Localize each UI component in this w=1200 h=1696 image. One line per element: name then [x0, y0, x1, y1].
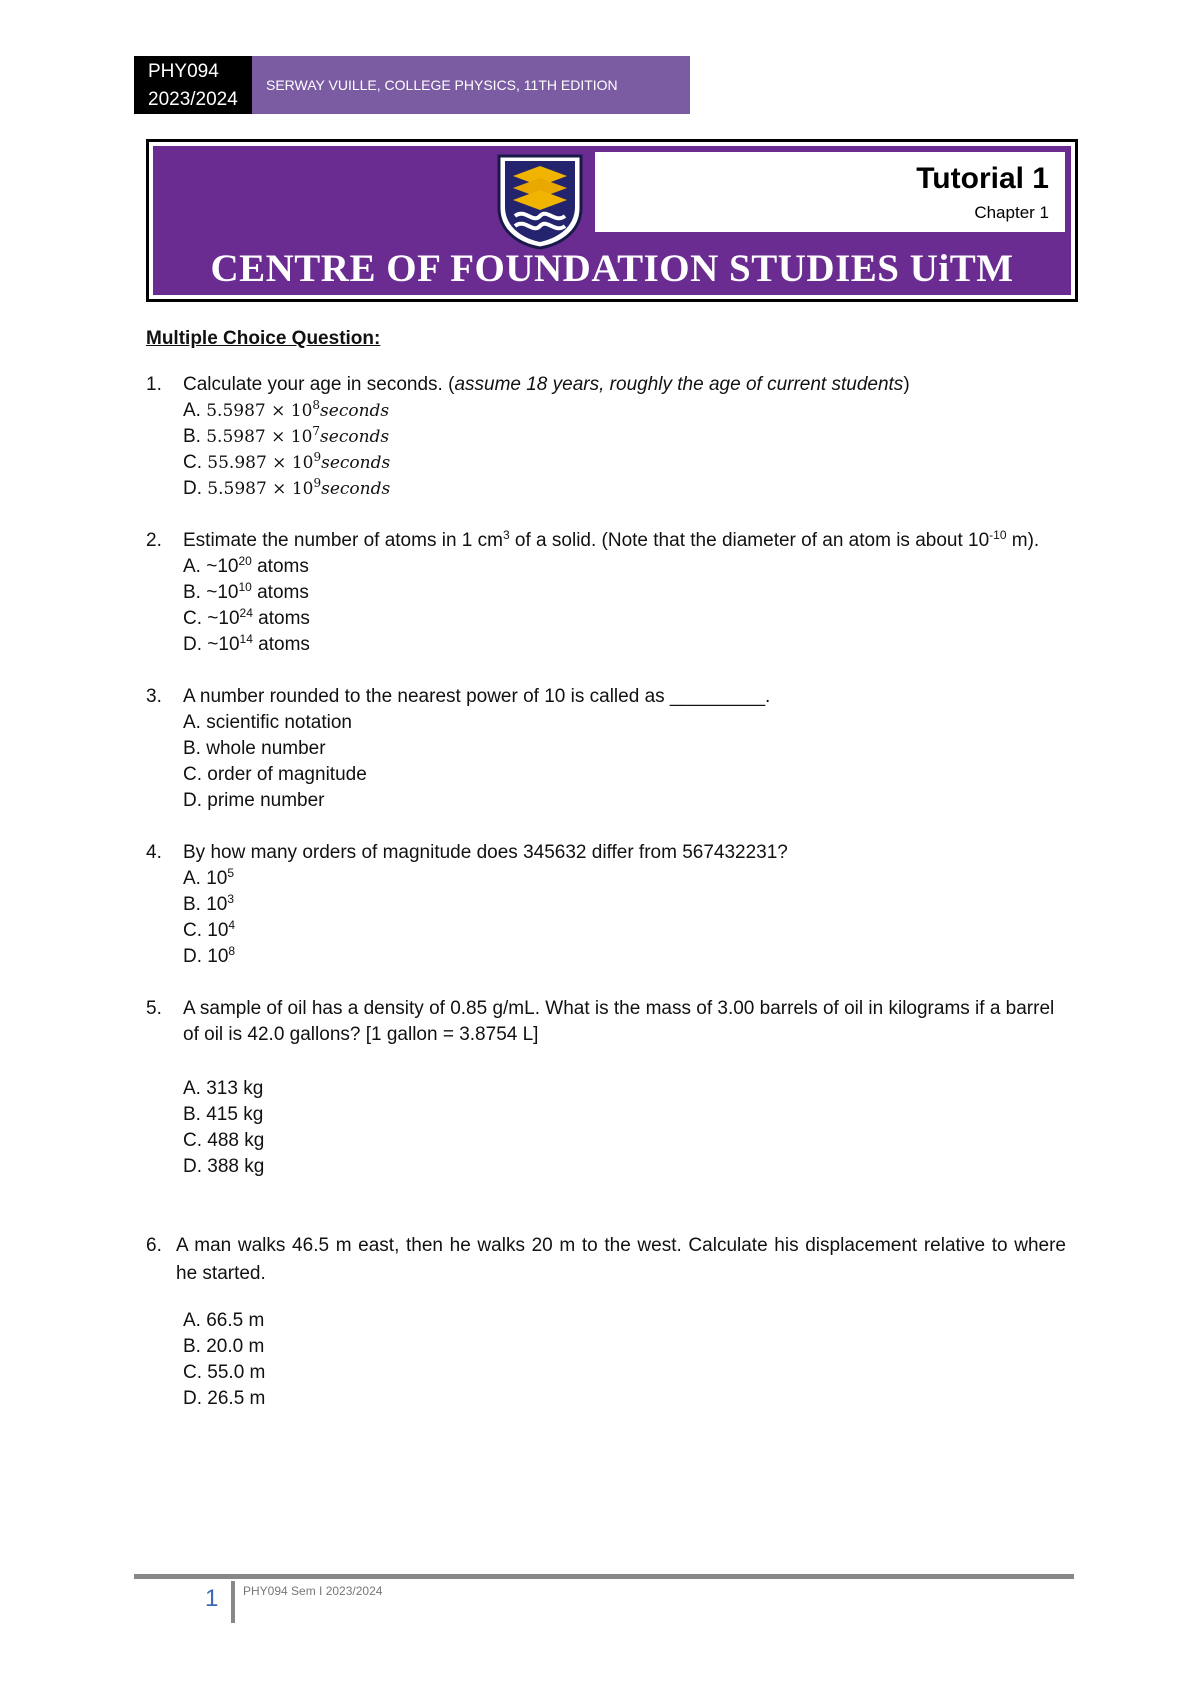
footer-divider [231, 1581, 235, 1623]
question-number: 2. [146, 530, 162, 551]
options-list [183, 1308, 1066, 1412]
question-2 [146, 528, 1066, 658]
options-list [183, 866, 1066, 970]
question-number: 3. [146, 686, 162, 707]
uitm-crest-icon [493, 150, 587, 250]
question-1 [146, 372, 1066, 502]
question-text: Estimate the number of atoms in 1 $cm^3$ of a solid. (Note that the diameter of an atom is about $10^{-10}$ m). [183, 528, 1040, 551]
option-c: C. 488 kg [183, 1130, 265, 1151]
question-4 [146, 840, 1066, 970]
option-a: A. $\sim 10^{20}$ atoms [183, 554, 309, 577]
title-box [595, 152, 1065, 232]
option-c: C. order of magnitude [183, 764, 367, 785]
question-number: 6. [146, 1235, 162, 1256]
question-text: A man walks 46.5 m east, then he walks 20 m to the west. Calculate his displacement relative to where he started. [176, 1235, 1066, 1284]
footer-text: PHY094 Sem I 2023/2024 [243, 1584, 383, 1598]
tutorial-content [146, 326, 1066, 1438]
option-a: A. $10^5$ [183, 866, 235, 889]
question-number: 5. [146, 998, 162, 1019]
question-text: Calculate your age in seconds. (assume 18 years, roughly the age of current students) [183, 374, 910, 395]
page-number: 1 [205, 1585, 219, 1612]
option-d: D. $5.5987 \times 10^9seconds$ [183, 476, 391, 499]
book-reference-box [252, 56, 690, 114]
option-a: A. 313 kg [183, 1078, 264, 1099]
option-a: A. 66.5 m [183, 1310, 265, 1331]
chapter-label: Chapter 1 [974, 203, 1049, 222]
centre-name: CENTRE OF FOUNDATION STUDIES UiTM [210, 247, 1014, 290]
footer-rule [134, 1574, 1074, 1579]
option-b: B. $5.5987 \times 10^7seconds$ [183, 424, 390, 447]
tutorial-title: Tutorial 1 [916, 162, 1049, 195]
option-c: C. 55.0 m [183, 1362, 266, 1383]
option-a: A. $5.5987 \times 10^8seconds$ [183, 398, 390, 421]
question-5 [146, 996, 1066, 1180]
question-number: 4. [146, 842, 162, 863]
question-text: By how many orders of magnitude does 345632 differ from 567432231? [183, 842, 788, 863]
question-6 [146, 1232, 1066, 1412]
options-list [183, 398, 1066, 502]
option-d: D. $\sim 10^{14}$ atoms [183, 632, 310, 655]
book-reference: SERWAY VUILLE, COLLEGE PHYSICS, 11TH EDITION [266, 77, 618, 93]
tutorial-banner [146, 139, 1078, 302]
options-list [183, 1076, 1066, 1180]
course-code: PHY094 [148, 61, 219, 82]
section-heading: Multiple Choice Question: [146, 328, 381, 349]
options-list [183, 710, 1066, 814]
option-a: A. scientific notation [183, 712, 352, 733]
question-3 [146, 684, 1066, 814]
option-b: B. 415 kg [183, 1104, 264, 1125]
course-code-box [134, 56, 252, 114]
question-text: A sample of oil has a density of 0.85 g/mL. What is the mass of 3.00 barrels of oil in kilograms if a barrel of oil is 42.0 gallons? [1 gallon = 3.8754 L] [183, 998, 1055, 1045]
options-list [183, 554, 1066, 658]
option-b: B. 20.0 m [183, 1336, 265, 1357]
question-number: 1. [146, 374, 162, 395]
option-d: D. 26.5 m [183, 1388, 266, 1409]
option-c: C. $\sim 10^{24}$ atoms [183, 606, 310, 629]
session-year: 2023/2024 [148, 89, 238, 110]
question-text: A number rounded to the nearest power of 10 is called as _________. [183, 686, 771, 707]
option-b: B. whole number [183, 738, 326, 759]
option-d: D. $10^8$ [183, 944, 236, 967]
option-b: B. $\sim 10^{10}$ atoms [183, 580, 309, 603]
option-c: C. $10^4$ [183, 918, 236, 941]
option-d: D. 388 kg [183, 1156, 265, 1177]
option-c: C. $55.987 \times 10^9seconds$ [183, 450, 391, 473]
option-d: D. prime number [183, 790, 325, 811]
option-b: B. $10^3$ [183, 892, 235, 915]
